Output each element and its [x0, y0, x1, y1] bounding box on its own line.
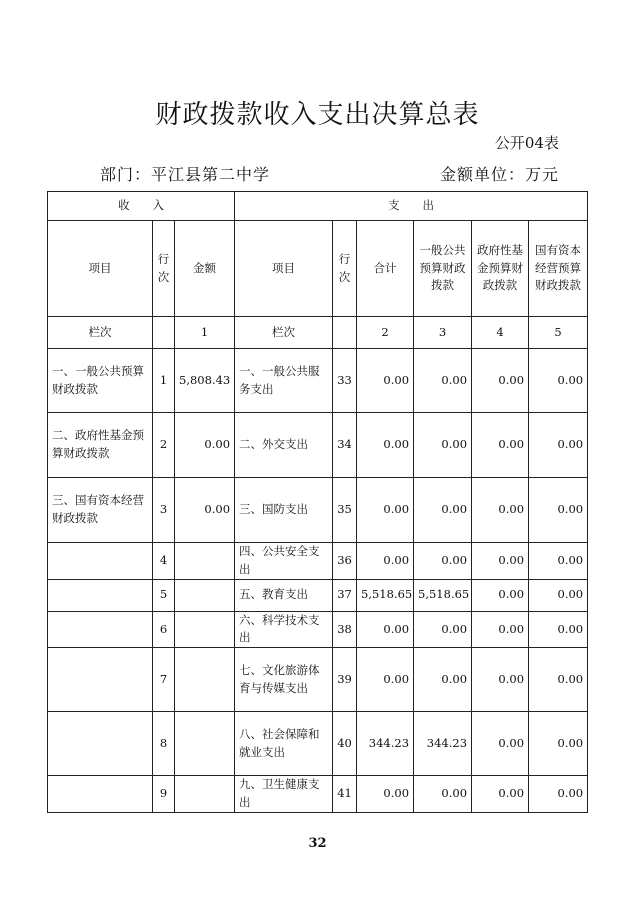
total-amount: 0.00 [357, 413, 414, 478]
expense-item: 九、卫生健康支出 [235, 776, 333, 813]
income-row-no-header: 行次 [153, 221, 175, 317]
expense-row-no: 38 [333, 611, 357, 648]
expense-item: 七、文化旅游体育与传媒支出 [235, 648, 333, 712]
total-amount: 0.00 [357, 776, 414, 813]
fund-amount: 0.00 [472, 611, 529, 648]
fund-amount: 0.00 [472, 478, 529, 543]
column-header-row [48, 221, 588, 317]
expense-row-no: 41 [333, 776, 357, 813]
general-amount: 0.00 [414, 478, 472, 543]
column-number: 1 [175, 317, 235, 349]
expense-item-header: 项目 [235, 221, 333, 317]
income-item [48, 579, 153, 611]
income-amount [175, 648, 235, 712]
general-amount: 344.23 [414, 712, 472, 776]
general-budget-header: 一般公共预算财政拨款 [414, 221, 472, 317]
page-title: 财政拨款收入支出决算总表 [155, 100, 480, 130]
expense-item: 五、教育支出 [235, 579, 333, 611]
column-number: 5 [529, 317, 588, 349]
empty-cell [153, 317, 175, 349]
income-row-no: 4 [153, 543, 175, 580]
total-amount: 0.00 [357, 349, 414, 413]
income-item [48, 611, 153, 648]
column-number-row [48, 317, 588, 349]
income-item [48, 648, 153, 712]
capital-amount: 0.00 [529, 349, 588, 413]
expense-item: 三、国防支出 [235, 478, 333, 543]
capital-amount: 0.00 [529, 648, 588, 712]
income-row-no: 8 [153, 712, 175, 776]
column-number: 2 [357, 317, 414, 349]
total-header: 合计 [357, 221, 414, 317]
table-row [48, 648, 588, 712]
fund-amount: 0.00 [472, 712, 529, 776]
expense-row-no: 36 [333, 543, 357, 580]
income-row-no: 7 [153, 648, 175, 712]
income-item [48, 543, 153, 580]
income-amount: 5,808.43 [175, 349, 235, 413]
table-row [48, 776, 588, 813]
income-row-no: 3 [153, 478, 175, 543]
column-number: 3 [414, 317, 472, 349]
income-item [48, 712, 153, 776]
section-header-row [48, 192, 588, 221]
table-row [48, 712, 588, 776]
table-row [48, 611, 588, 648]
income-row-no: 2 [153, 413, 175, 478]
income-amount [175, 776, 235, 813]
expense-row-no: 34 [333, 413, 357, 478]
income-item: 三、国有资本经营财政拨款 [48, 478, 153, 543]
column-number: 4 [472, 317, 529, 349]
department-label: 部门：平江县第二中学 [100, 165, 271, 184]
table-row [48, 349, 588, 413]
capital-amount: 0.00 [529, 776, 588, 813]
income-amount [175, 543, 235, 580]
capital-budget-header: 国有资本经营预算财政拨款 [529, 221, 588, 317]
income-amount-header: 金额 [175, 221, 235, 317]
fund-amount: 0.00 [472, 648, 529, 712]
capital-amount: 0.00 [529, 478, 588, 543]
capital-amount: 0.00 [529, 579, 588, 611]
capital-amount: 0.00 [529, 413, 588, 478]
expense-item: 一、一般公共服务支出 [235, 349, 333, 413]
total-amount: 344.23 [357, 712, 414, 776]
expense-section-header: 支 出 [235, 192, 588, 221]
capital-amount: 0.00 [529, 611, 588, 648]
capital-amount: 0.00 [529, 543, 588, 580]
income-item-header: 项目 [48, 221, 153, 317]
total-amount: 0.00 [357, 611, 414, 648]
expense-row-no: 33 [333, 349, 357, 413]
expense-row-no: 37 [333, 579, 357, 611]
fund-amount: 0.00 [472, 413, 529, 478]
income-row-no: 5 [153, 579, 175, 611]
general-amount: 0.00 [414, 349, 472, 413]
empty-cell [333, 317, 357, 349]
income-item: 二、政府性基金预算财政拨款 [48, 413, 153, 478]
amount-unit-label: 金额单位：万元 [439, 165, 559, 184]
fund-amount: 0.00 [472, 579, 529, 611]
income-row-no: 1 [153, 349, 175, 413]
fund-amount: 0.00 [472, 543, 529, 580]
income-amount [175, 712, 235, 776]
form-number: 公开04表 [494, 134, 559, 152]
expense-item: 六、科学技术支出 [235, 611, 333, 648]
income-item: 一、一般公共预算财政拨款 [48, 349, 153, 413]
fund-budget-header: 政府性基金预算财政拨款 [472, 221, 529, 317]
expense-item: 八、社会保障和就业支出 [235, 712, 333, 776]
general-amount: 5,518.65 [414, 579, 472, 611]
total-amount: 0.00 [357, 543, 414, 580]
expense-item: 四、公共安全支出 [235, 543, 333, 580]
capital-amount: 0.00 [529, 712, 588, 776]
total-amount: 5,518.65 [357, 579, 414, 611]
table-row [48, 579, 588, 611]
expense-row-no: 39 [333, 648, 357, 712]
column-label: 栏次 [48, 317, 153, 349]
page-number: 32 [308, 836, 327, 851]
income-row-no: 6 [153, 611, 175, 648]
table-row [48, 478, 588, 543]
income-amount: 0.00 [175, 413, 235, 478]
fund-amount: 0.00 [472, 349, 529, 413]
expense-item: 二、外交支出 [235, 413, 333, 478]
income-amount [175, 579, 235, 611]
expense-row-no: 35 [333, 478, 357, 543]
total-amount: 0.00 [357, 648, 414, 712]
general-amount: 0.00 [414, 413, 472, 478]
total-amount: 0.00 [357, 478, 414, 543]
general-amount: 0.00 [414, 648, 472, 712]
general-amount: 0.00 [414, 776, 472, 813]
general-amount: 0.00 [414, 611, 472, 648]
expense-row-no: 40 [333, 712, 357, 776]
general-amount: 0.00 [414, 543, 472, 580]
fund-amount: 0.00 [472, 776, 529, 813]
income-row-no: 9 [153, 776, 175, 813]
income-item [48, 776, 153, 813]
income-amount: 0.00 [175, 478, 235, 543]
expense-row-no-header: 行次 [333, 221, 357, 317]
income-amount [175, 611, 235, 648]
budget-table [47, 191, 588, 813]
table-row [48, 413, 588, 478]
column-label: 栏次 [235, 317, 333, 349]
table-row [48, 543, 588, 580]
income-section-header: 收 入 [48, 192, 235, 221]
